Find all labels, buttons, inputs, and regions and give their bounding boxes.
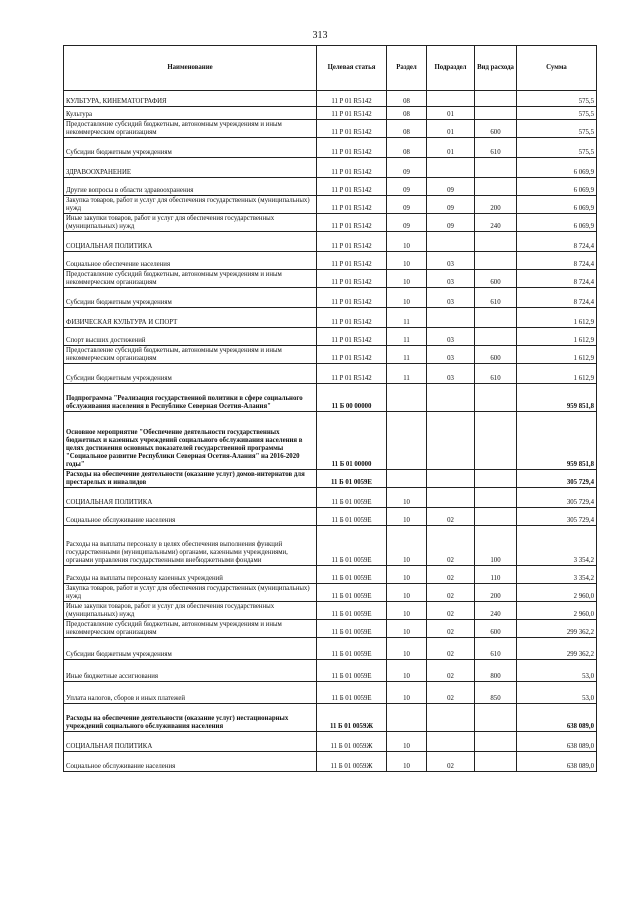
row-subsection-cell: 03 bbox=[427, 364, 475, 384]
row-section-cell: 10 bbox=[387, 602, 427, 620]
row-expense-type-cell bbox=[475, 704, 517, 732]
row-subsection-cell bbox=[427, 91, 475, 107]
table-row bbox=[64, 288, 597, 308]
row-section-cell: 08 bbox=[387, 138, 427, 158]
row-code-cell: 11 Б 01 0059Ж bbox=[317, 704, 387, 732]
row-code-cell: 11 Р 01 R5142 bbox=[317, 346, 387, 364]
row-name-cell: Субсидии бюджетным учреждениям bbox=[64, 638, 317, 660]
row-section-cell: 10 bbox=[387, 566, 427, 584]
row-sum-cell: 6 069,9 bbox=[517, 158, 597, 178]
row-name-cell: СОЦИАЛЬНАЯ ПОЛИТИКА bbox=[64, 232, 317, 252]
table-row bbox=[64, 526, 597, 566]
table-row bbox=[64, 682, 597, 704]
row-expense-type-cell: 610 bbox=[475, 288, 517, 308]
row-sum-cell: 575,5 bbox=[517, 120, 597, 138]
row-name-cell: Предоставление субсидий бюджетным, автономным учреждениям и иным некоммерческим организациям bbox=[64, 270, 317, 288]
row-expense-type-cell bbox=[475, 732, 517, 752]
row-code-cell: 11 Б 01 0059Ж bbox=[317, 732, 387, 752]
table-row bbox=[64, 328, 597, 346]
row-expense-type-cell bbox=[475, 328, 517, 346]
row-subsection-cell: 02 bbox=[427, 752, 475, 772]
row-name-cell: Закупка товаров, работ и услуг для обеспечения государственных (муниципальных) нужд bbox=[64, 584, 317, 602]
row-sum-cell: 3 354,2 bbox=[517, 566, 597, 584]
row-subsection-cell bbox=[427, 412, 475, 470]
row-section-cell: 10 bbox=[387, 584, 427, 602]
row-section-cell bbox=[387, 470, 427, 488]
row-sum-cell: 53,0 bbox=[517, 682, 597, 704]
row-code-cell: 11 Р 01 R5142 bbox=[317, 196, 387, 214]
row-code-cell: 11 Р 01 R5142 bbox=[317, 308, 387, 328]
table-row bbox=[64, 412, 597, 470]
page-number: 313 bbox=[312, 30, 328, 41]
row-section-cell: 08 bbox=[387, 107, 427, 120]
row-name-cell: КУЛЬТУРА, КИНЕМАТОГРАФИЯ bbox=[64, 91, 317, 107]
table-row bbox=[64, 196, 597, 214]
table-row bbox=[64, 638, 597, 660]
row-expense-type-cell: 850 bbox=[475, 682, 517, 704]
row-section-cell: 10 bbox=[387, 488, 427, 508]
column-header-sum: Сумма bbox=[517, 46, 597, 91]
row-subsection-cell: 02 bbox=[427, 584, 475, 602]
row-name-cell: Подпрограмма "Реализация государственной политики в сфере социального обслуживания населения в Республике Северная Осетия-Алания" bbox=[64, 384, 317, 412]
row-sum-cell: 3 354,2 bbox=[517, 526, 597, 566]
row-name-cell: Субсидии бюджетным учреждениям bbox=[64, 364, 317, 384]
row-sum-cell: 638 089,0 bbox=[517, 704, 597, 732]
row-name-cell: Субсидии бюджетным учреждениям bbox=[64, 138, 317, 158]
table-row bbox=[64, 384, 597, 412]
row-section-cell: 10 bbox=[387, 270, 427, 288]
row-name-cell: Расходы на выплаты персоналу казенных учреждений bbox=[64, 566, 317, 584]
row-code-cell: 11 Р 01 R5142 bbox=[317, 158, 387, 178]
row-subsection-cell: 02 bbox=[427, 660, 475, 682]
row-expense-type-cell: 610 bbox=[475, 138, 517, 158]
row-subsection-cell bbox=[427, 704, 475, 732]
row-sum-cell: 1 612,9 bbox=[517, 346, 597, 364]
row-code-cell: 11 Р 01 R5142 bbox=[317, 288, 387, 308]
row-code-cell: 11 Р 01 R5142 bbox=[317, 138, 387, 158]
row-sum-cell: 6 069,9 bbox=[517, 214, 597, 232]
table-row bbox=[64, 252, 597, 270]
row-code-cell: 11 Р 01 R5142 bbox=[317, 270, 387, 288]
row-sum-cell: 8 724,4 bbox=[517, 232, 597, 252]
row-subsection-cell: 01 bbox=[427, 120, 475, 138]
row-section-cell: 10 bbox=[387, 288, 427, 308]
row-subsection-cell bbox=[427, 384, 475, 412]
row-sum-cell: 6 069,9 bbox=[517, 196, 597, 214]
row-code-cell: 11 Б 01 0059Е bbox=[317, 660, 387, 682]
row-code-cell: 11 Б 00 00000 bbox=[317, 384, 387, 412]
row-expense-type-cell: 600 bbox=[475, 346, 517, 364]
row-code-cell: 11 Р 01 R5142 bbox=[317, 364, 387, 384]
row-section-cell: 09 bbox=[387, 196, 427, 214]
row-expense-type-cell bbox=[475, 91, 517, 107]
table-body bbox=[64, 91, 597, 772]
row-name-cell: Закупка товаров, работ и услуг для обеспечения государственных (муниципальных) нужд bbox=[64, 196, 317, 214]
row-section-cell: 10 bbox=[387, 232, 427, 252]
row-name-cell: Социальное обслуживание населения bbox=[64, 752, 317, 772]
column-header-section: Раздел bbox=[387, 46, 427, 91]
row-sum-cell: 53,0 bbox=[517, 660, 597, 682]
row-expense-type-cell bbox=[475, 252, 517, 270]
row-name-cell: Расходы на выплаты персоналу в целях обеспечения выполнения функций государственными (муниципальными) органами, казенными учреждениями, органами управления государственными внебюджетными фондами bbox=[64, 526, 317, 566]
table-row bbox=[64, 308, 597, 328]
row-code-cell: 11 Б 01 0059Е bbox=[317, 584, 387, 602]
row-expense-type-cell bbox=[475, 308, 517, 328]
row-code-cell: 11 Б 01 0059Е bbox=[317, 566, 387, 584]
row-code-cell: 11 Б 01 0059Е bbox=[317, 682, 387, 704]
row-subsection-cell: 01 bbox=[427, 138, 475, 158]
row-section-cell bbox=[387, 384, 427, 412]
row-section-cell bbox=[387, 704, 427, 732]
row-section-cell: 11 bbox=[387, 364, 427, 384]
row-expense-type-cell bbox=[475, 488, 517, 508]
row-sum-cell: 575,5 bbox=[517, 107, 597, 120]
row-expense-type-cell bbox=[475, 232, 517, 252]
row-expense-type-cell: 200 bbox=[475, 196, 517, 214]
column-header-subsection: Подраздел bbox=[427, 46, 475, 91]
row-subsection-cell: 02 bbox=[427, 638, 475, 660]
row-expense-type-cell: 600 bbox=[475, 120, 517, 138]
row-expense-type-cell: 200 bbox=[475, 584, 517, 602]
row-subsection-cell: 02 bbox=[427, 682, 475, 704]
row-section-cell: 10 bbox=[387, 752, 427, 772]
row-sum-cell: 305 729,4 bbox=[517, 508, 597, 526]
row-code-cell: 11 Р 01 R5142 bbox=[317, 252, 387, 270]
row-sum-cell: 299 362,2 bbox=[517, 620, 597, 638]
row-expense-type-cell: 600 bbox=[475, 270, 517, 288]
table-row bbox=[64, 107, 597, 120]
row-expense-type-cell: 610 bbox=[475, 638, 517, 660]
row-section-cell: 11 bbox=[387, 346, 427, 364]
row-name-cell: Социальное обеспечение населения bbox=[64, 252, 317, 270]
row-section-cell: 10 bbox=[387, 620, 427, 638]
table-row bbox=[64, 602, 597, 620]
row-sum-cell: 305 729,4 bbox=[517, 470, 597, 488]
row-section-cell: 10 bbox=[387, 508, 427, 526]
row-expense-type-cell: 800 bbox=[475, 660, 517, 682]
row-code-cell: 11 Р 01 R5142 bbox=[317, 178, 387, 196]
table-row bbox=[64, 232, 597, 252]
row-name-cell: Расходы на обеспечение деятельности (оказание услуг) домов-интернатов для престарелых и инвалидов bbox=[64, 470, 317, 488]
row-section-cell bbox=[387, 412, 427, 470]
row-section-cell: 08 bbox=[387, 91, 427, 107]
table-row bbox=[64, 752, 597, 772]
row-sum-cell: 1 612,9 bbox=[517, 308, 597, 328]
row-section-cell: 10 bbox=[387, 682, 427, 704]
budget-table bbox=[63, 45, 597, 772]
table-row bbox=[64, 660, 597, 682]
row-expense-type-cell bbox=[475, 384, 517, 412]
row-subsection-cell: 09 bbox=[427, 214, 475, 232]
table-row bbox=[64, 584, 597, 602]
table-row bbox=[64, 214, 597, 232]
row-sum-cell: 575,5 bbox=[517, 91, 597, 107]
row-subsection-cell: 02 bbox=[427, 620, 475, 638]
table-row bbox=[64, 508, 597, 526]
table-row bbox=[64, 178, 597, 196]
row-sum-cell: 575,5 bbox=[517, 138, 597, 158]
row-code-cell: 11 Б 01 00000 bbox=[317, 412, 387, 470]
table-row bbox=[64, 620, 597, 638]
table-row bbox=[64, 270, 597, 288]
row-code-cell: 11 Б 01 0059Е bbox=[317, 602, 387, 620]
row-code-cell: 11 Б 01 0059Ж bbox=[317, 752, 387, 772]
row-subsection-cell: 02 bbox=[427, 508, 475, 526]
row-subsection-cell: 02 bbox=[427, 566, 475, 584]
row-code-cell: 11 Р 01 R5142 bbox=[317, 107, 387, 120]
table-row bbox=[64, 158, 597, 178]
row-code-cell: 11 Р 01 R5142 bbox=[317, 91, 387, 107]
row-sum-cell: 8 724,4 bbox=[517, 288, 597, 308]
column-header-name: Наименование bbox=[64, 46, 317, 91]
row-sum-cell: 1 612,9 bbox=[517, 328, 597, 346]
row-subsection-cell: 09 bbox=[427, 196, 475, 214]
row-subsection-cell: 02 bbox=[427, 526, 475, 566]
row-subsection-cell: 03 bbox=[427, 270, 475, 288]
table-row bbox=[64, 364, 597, 384]
row-section-cell: 09 bbox=[387, 214, 427, 232]
row-name-cell: Спорт высших достижений bbox=[64, 328, 317, 346]
row-section-cell: 09 bbox=[387, 158, 427, 178]
row-subsection-cell: 03 bbox=[427, 252, 475, 270]
row-subsection-cell: 03 bbox=[427, 346, 475, 364]
row-subsection-cell: 03 bbox=[427, 288, 475, 308]
table-header bbox=[64, 46, 597, 91]
row-sum-cell: 638 089,0 bbox=[517, 752, 597, 772]
row-section-cell: 10 bbox=[387, 660, 427, 682]
row-name-cell: Предоставление субсидий бюджетным, автономным учреждениям и иным некоммерческим организациям bbox=[64, 620, 317, 638]
row-sum-cell: 2 960,0 bbox=[517, 584, 597, 602]
table-row bbox=[64, 346, 597, 364]
row-section-cell: 10 bbox=[387, 732, 427, 752]
row-code-cell: 11 Б 01 0059Е bbox=[317, 470, 387, 488]
row-code-cell: 11 Б 01 0059Е bbox=[317, 508, 387, 526]
row-name-cell: Иные закупки товаров, работ и услуг для обеспечения государственных (муниципальных) нужд bbox=[64, 602, 317, 620]
row-code-cell: 11 Р 01 R5142 bbox=[317, 232, 387, 252]
row-expense-type-cell: 240 bbox=[475, 214, 517, 232]
row-expense-type-cell: 600 bbox=[475, 620, 517, 638]
row-sum-cell: 959 851,8 bbox=[517, 412, 597, 470]
row-name-cell: Уплата налогов, сборов и иных платежей bbox=[64, 682, 317, 704]
row-subsection-cell bbox=[427, 470, 475, 488]
row-subsection-cell bbox=[427, 308, 475, 328]
table-row bbox=[64, 488, 597, 508]
row-sum-cell: 8 724,4 bbox=[517, 270, 597, 288]
row-sum-cell: 305 729,4 bbox=[517, 488, 597, 508]
row-code-cell: 11 Р 01 R5142 bbox=[317, 120, 387, 138]
table-row bbox=[64, 120, 597, 138]
row-expense-type-cell: 240 bbox=[475, 602, 517, 620]
row-sum-cell: 8 724,4 bbox=[517, 252, 597, 270]
row-subsection-cell: 01 bbox=[427, 107, 475, 120]
row-expense-type-cell bbox=[475, 470, 517, 488]
row-expense-type-cell bbox=[475, 508, 517, 526]
row-name-cell: Культура bbox=[64, 107, 317, 120]
row-expense-type-cell bbox=[475, 412, 517, 470]
row-name-cell: Иные бюджетные ассигнования bbox=[64, 660, 317, 682]
row-sum-cell: 638 089,0 bbox=[517, 732, 597, 752]
row-name-cell: Предоставление субсидий бюджетным, автономным учреждениям и иным некоммерческим организациям bbox=[64, 120, 317, 138]
row-expense-type-cell: 100 bbox=[475, 526, 517, 566]
row-section-cell: 10 bbox=[387, 526, 427, 566]
row-name-cell: Расходы на обеспечение деятельности (оказание услуг) нестационарных учреждений социального обслуживания населения bbox=[64, 704, 317, 732]
table-row bbox=[64, 732, 597, 752]
row-expense-type-cell bbox=[475, 752, 517, 772]
table-row bbox=[64, 470, 597, 488]
row-name-cell: Предоставление субсидий бюджетным, автономным учреждениям и иным некоммерческим организациям bbox=[64, 346, 317, 364]
table-row bbox=[64, 138, 597, 158]
row-code-cell: 11 Б 01 0059Е bbox=[317, 620, 387, 638]
table-row bbox=[64, 704, 597, 732]
row-code-cell: 11 Б 01 0059Е bbox=[317, 526, 387, 566]
row-subsection-cell: 02 bbox=[427, 602, 475, 620]
row-sum-cell: 2 960,0 bbox=[517, 602, 597, 620]
row-section-cell: 10 bbox=[387, 638, 427, 660]
row-subsection-cell bbox=[427, 488, 475, 508]
table-row bbox=[64, 91, 597, 107]
row-name-cell: Другие вопросы в области здравоохранения bbox=[64, 178, 317, 196]
table-row bbox=[64, 566, 597, 584]
row-code-cell: 11 Б 01 0059Е bbox=[317, 638, 387, 660]
row-subsection-cell: 09 bbox=[427, 178, 475, 196]
row-code-cell: 11 Р 01 R5142 bbox=[317, 214, 387, 232]
row-expense-type-cell bbox=[475, 107, 517, 120]
row-sum-cell: 6 069,9 bbox=[517, 178, 597, 196]
row-name-cell: ФИЗИЧЕСКАЯ КУЛЬТУРА И СПОРТ bbox=[64, 308, 317, 328]
row-name-cell: Социальное обслуживание населения bbox=[64, 508, 317, 526]
row-subsection-cell bbox=[427, 732, 475, 752]
row-section-cell: 08 bbox=[387, 120, 427, 138]
row-section-cell: 09 bbox=[387, 178, 427, 196]
row-sum-cell: 959 851,8 bbox=[517, 384, 597, 412]
row-name-cell: ЗДРАВООХРАНЕНИЕ bbox=[64, 158, 317, 178]
row-name-cell: СОЦИАЛЬНАЯ ПОЛИТИКА bbox=[64, 488, 317, 508]
column-header-code: Целевая статья bbox=[317, 46, 387, 91]
column-header-expense-type: Вид расхода bbox=[475, 46, 517, 91]
row-code-cell: 11 Б 01 0059Е bbox=[317, 488, 387, 508]
row-name-cell: Иные закупки товаров, работ и услуг для обеспечения государственных (муниципальных) нужд bbox=[64, 214, 317, 232]
row-code-cell: 11 Р 01 R5142 bbox=[317, 328, 387, 346]
row-name-cell: Субсидии бюджетным учреждениям bbox=[64, 288, 317, 308]
row-section-cell: 11 bbox=[387, 308, 427, 328]
row-expense-type-cell: 610 bbox=[475, 364, 517, 384]
row-expense-type-cell bbox=[475, 178, 517, 196]
row-sum-cell: 299 362,2 bbox=[517, 638, 597, 660]
row-subsection-cell bbox=[427, 232, 475, 252]
row-section-cell: 10 bbox=[387, 252, 427, 270]
row-subsection-cell: 03 bbox=[427, 328, 475, 346]
row-sum-cell: 1 612,9 bbox=[517, 364, 597, 384]
row-name-cell: Основное мероприятие "Обеспечение деятельности государственных бюджетных и казенных учреждений социального обслуживания населения в целях достижения основных показателей государственной программы "Социальное развитие Республики Северная Осетия-Алания" на 2016-2020 годы" bbox=[64, 412, 317, 470]
row-section-cell: 11 bbox=[387, 328, 427, 346]
row-expense-type-cell bbox=[475, 158, 517, 178]
row-expense-type-cell: 110 bbox=[475, 566, 517, 584]
row-subsection-cell bbox=[427, 158, 475, 178]
row-name-cell: СОЦИАЛЬНАЯ ПОЛИТИКА bbox=[64, 732, 317, 752]
